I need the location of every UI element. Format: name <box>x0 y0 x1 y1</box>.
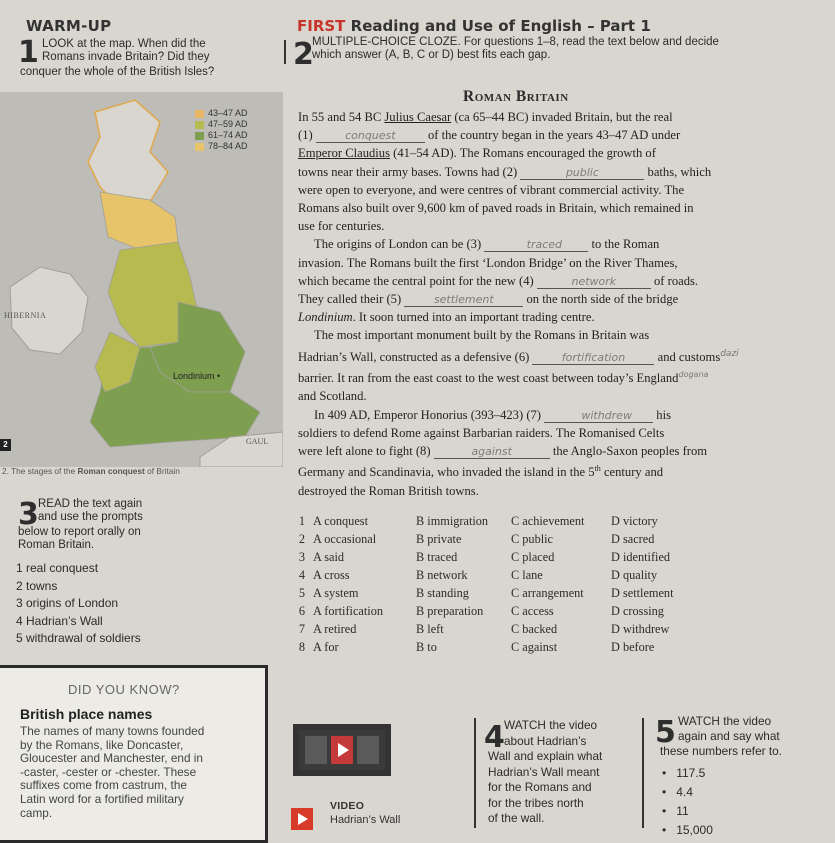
passage-text: and customs <box>654 349 721 364</box>
passage-text: the Anglo-Saxon peoples from <box>549 444 708 459</box>
prompt-item: 5 withdrawal of soldiers <box>16 631 141 645</box>
map-caption <box>2 466 180 476</box>
first-badge: FIRST <box>297 17 346 35</box>
answer-option-d[interactable]: D quality <box>611 568 658 582</box>
answer-number: 8 <box>298 640 305 654</box>
passage-text: were left alone to fight (8) <box>298 444 434 459</box>
answer-option-a[interactable]: A conquest <box>313 514 368 528</box>
answer-option-d[interactable]: D settlement <box>611 586 674 600</box>
answer-option-c[interactable]: C public <box>511 532 554 546</box>
answer-option-c[interactable]: C against <box>511 640 558 654</box>
number-item: • 15,000 <box>662 821 713 840</box>
passage-text: of the country began in the years 43–47 AD under <box>424 128 681 143</box>
ex4-line: of the wall. <box>488 811 545 825</box>
answer-option-c[interactable]: C backed <box>511 622 558 636</box>
legend-swatch-1 <box>195 110 204 118</box>
did-you-know-title: DID YOU KNOW? <box>68 682 180 697</box>
did-you-know-body <box>20 725 204 820</box>
body-line: -caster, -cester or -chester. These <box>20 764 197 779</box>
exercise3-line4: Roman Britain. <box>18 539 95 551</box>
answer-option-a[interactable]: A fortification <box>313 604 384 618</box>
map-caption-bold: Roman conquest <box>77 466 145 476</box>
answer-option-b[interactable]: B to <box>416 640 437 654</box>
exercise1-line1: LOOK at the map. When did the <box>42 38 206 50</box>
answer-number: 6 <box>298 604 305 618</box>
ex5-line: these numbers refer to. <box>660 744 782 758</box>
passage-text: on the north side of the bridge <box>523 292 679 307</box>
exercise3-line1: READ the text again <box>38 498 143 510</box>
answer-option-b[interactable]: B standing <box>416 586 469 600</box>
legend-item-3 <box>195 130 248 141</box>
body-line: The names of many towns founded <box>20 724 205 738</box>
ex4-line: for the tribes north <box>488 795 584 810</box>
passage-line <box>298 308 768 326</box>
body-line: camp. <box>20 805 53 820</box>
video-film-icon <box>299 730 385 770</box>
reading-passage <box>298 108 768 500</box>
exercise5-divider <box>642 718 644 828</box>
legend-label-2: 47–59 AD <box>208 119 248 129</box>
answer-row-3 <box>283 548 803 566</box>
answer-option-c[interactable]: C placed <box>511 550 555 564</box>
passage-line: use for centuries. <box>298 219 385 234</box>
gap-4[interactable]: network <box>537 276 651 289</box>
passage-text: In 55 and 54 BC <box>298 110 385 124</box>
passage-line: and Scotland. <box>298 389 367 404</box>
passage-line: invasion. The Romans built the first ‘London Bridge’ on the River Thames, <box>298 255 678 270</box>
exercise2-number <box>284 37 314 72</box>
passage-line: Romans also built over 9,600 km of paved roads in Britain, which remained in <box>298 201 694 216</box>
number-item: • 11 <box>662 802 713 821</box>
passage-caesar: Julius Caesar <box>384 110 452 124</box>
answer-option-a[interactable]: A retired <box>313 622 357 636</box>
passage-text: The origins of London can be (3) <box>314 237 485 252</box>
answer-number: 2 <box>298 532 305 546</box>
passage-line: The most important monument built by the Romans in Britain was <box>314 328 650 343</box>
answer-number: 7 <box>298 622 305 636</box>
play-triangle-icon <box>291 808 313 830</box>
body-line: Latin word for a fortified military <box>20 791 184 806</box>
passage-text: his <box>653 407 672 422</box>
ex4-line: Wall and explain what <box>488 749 603 763</box>
prompt-item: 2 towns <box>16 578 58 593</box>
video-label: VIDEO <box>330 800 365 812</box>
ex5-line: WATCH the video <box>678 714 772 728</box>
did-you-know-panel <box>0 665 268 843</box>
passage-line <box>298 442 768 460</box>
passage-text: (ca 65–44 BC) invaded Britain, but the real <box>451 110 673 124</box>
exercise4-number: 4 <box>484 720 505 755</box>
answer-option-c[interactable]: C achievement <box>511 514 585 528</box>
answer-row-7 <box>283 620 803 638</box>
gap-1[interactable]: conquest <box>316 130 425 143</box>
passage-line <box>298 144 768 162</box>
legend-swatch-2 <box>195 121 204 129</box>
answer-option-a[interactable]: A for <box>313 640 339 654</box>
exercise2-instructions <box>312 36 719 62</box>
answer-row-4 <box>283 566 803 584</box>
exercise3-line3: below to report orally on <box>18 526 141 538</box>
passage-text: (1) <box>298 128 316 143</box>
passage-text: which became the central point for the new (4) <box>298 273 537 288</box>
answer-number: 4 <box>298 568 305 582</box>
warmup-title: WARM-UP <box>26 17 112 35</box>
exercise2-number-text: 2 <box>293 37 314 72</box>
exercise1-instructions <box>42 38 209 64</box>
map-label-londinium: Londinium • <box>173 371 221 381</box>
answer-option-b[interactable]: B traced <box>416 550 458 564</box>
body-line: suffixes come from castrum, the <box>20 778 187 793</box>
answer-number: 3 <box>298 550 305 564</box>
answer-option-d[interactable]: D crossing <box>611 604 664 618</box>
section-title <box>297 17 651 35</box>
passage-text: to the Roman <box>588 237 660 252</box>
answer-option-c[interactable]: C lane <box>511 568 543 582</box>
legend-label-1: 43–47 AD <box>208 108 248 118</box>
passage-text: century and <box>600 465 664 480</box>
exercise3-number: 3 <box>18 497 39 532</box>
prompt-item: 3 origins of London <box>16 596 119 610</box>
legend-item-1 <box>195 108 248 119</box>
ex4-line: about Hadrian’s <box>504 733 587 748</box>
exercise3-prompts <box>16 560 141 648</box>
passage-text: In 409 AD, Emperor Honorius (393–423) (7) <box>314 407 545 422</box>
passage-line <box>298 290 768 308</box>
passage-londinium: Londinium <box>298 310 353 325</box>
map-label-hibernia: HIBERNIA <box>4 311 47 320</box>
gap-3[interactable]: traced <box>484 239 588 252</box>
body-line: by the Romans, like Doncaster, <box>20 737 184 752</box>
video-thumbnail[interactable] <box>293 724 391 776</box>
passage-title: Roman Britain <box>463 88 569 105</box>
answer-row-6 <box>283 602 803 620</box>
gap-7[interactable]: withdrew <box>544 410 653 423</box>
gap-2[interactable]: public <box>520 167 644 180</box>
answer-number: 1 <box>298 514 305 528</box>
passage-claudius: Emperor Claudius <box>298 146 390 161</box>
passage-text: Hadrian’s Wall, constructed as a defensive (6) <box>298 349 533 364</box>
passage-line <box>298 366 768 387</box>
map-caption-prefix: 2. The stages of the <box>2 466 78 476</box>
answer-option-a[interactable]: A cross <box>313 568 350 582</box>
exercise2-line1: MULTIPLE-CHOICE CLOZE. For questions 1–8, read the text below and decide <box>312 36 719 48</box>
passage-text: . It soon turned into an important trading centre. <box>352 310 595 325</box>
section-subtitle: Reading and Use of English – Part 1 <box>345 17 651 35</box>
legend-label-3: 61–74 AD <box>208 130 248 140</box>
exercise5-instructions <box>660 714 782 759</box>
gap-5[interactable]: settlement <box>404 294 523 307</box>
passage-text: baths, which <box>644 164 712 179</box>
figure-number-badge: 2 <box>0 439 11 451</box>
exercise5-number: 5 <box>655 715 676 750</box>
ex5-line: again and say what <box>678 729 780 743</box>
passage-text: towns near their army bases. Towns had (2) <box>298 164 521 179</box>
passage-line <box>298 345 768 366</box>
passage-line <box>298 235 768 253</box>
video-title: Hadrian’s Wall <box>330 814 401 826</box>
body-line: Gloucester and Manchester, end in <box>20 751 203 766</box>
passage-line <box>298 126 768 144</box>
answer-grid <box>283 512 803 656</box>
gap-6[interactable]: fortification <box>532 352 654 365</box>
passage-text: They called their (5) <box>298 292 405 307</box>
gap-8[interactable]: against <box>434 446 550 459</box>
ex4-line: Hadrian’s Wall meant <box>488 764 600 779</box>
answer-option-d[interactable]: D sacred <box>611 532 655 546</box>
answer-option-d[interactable]: D victory <box>611 514 658 528</box>
exercise1-line2: Romans invade Britain? Did they <box>42 51 210 63</box>
number-item: • 117.5 <box>662 764 713 783</box>
map-figure <box>0 92 283 467</box>
map-legend <box>195 108 248 152</box>
answer-option-d[interactable]: D before <box>611 640 655 654</box>
answer-option-a[interactable]: A occasional <box>313 532 377 546</box>
exercise4-divider <box>474 718 476 828</box>
passage-text: (41–54 AD). The Romans encouraged the growth of <box>390 146 656 161</box>
ex4-line: WATCH the video <box>504 718 598 732</box>
passage-line <box>298 163 768 181</box>
passage-text: of roads. <box>650 273 699 288</box>
exercise1-number: 1 <box>18 35 39 70</box>
passage-line: destroyed the Roman British towns. <box>298 483 479 498</box>
video-play-icon[interactable] <box>291 808 313 830</box>
passage-line <box>298 460 768 481</box>
map-label-gaul: GAUL <box>246 437 269 446</box>
answer-option-c[interactable]: C access <box>511 604 554 618</box>
passage-line <box>298 406 768 424</box>
answer-number: 5 <box>298 586 305 600</box>
handwritten-note-customs: dazi <box>720 348 739 359</box>
answer-option-d[interactable]: D identified <box>611 550 671 564</box>
exercise2-bar <box>284 40 286 64</box>
answer-option-a[interactable]: A system <box>313 586 359 600</box>
legend-label-4: 78–84 AD <box>208 141 248 151</box>
exercise3-line2: and use the prompts <box>38 511 143 523</box>
answer-option-b[interactable]: B network <box>416 568 468 582</box>
passage-text: barrier. It ran from the east coast to the west coast between today’s England <box>298 371 679 386</box>
prompt-item: 1 real conquest <box>16 561 99 575</box>
exercise5-numbers <box>662 764 713 840</box>
passage-line <box>298 272 768 290</box>
did-you-know-heading: British place names <box>20 706 153 722</box>
answer-option-c[interactable]: C arrangement <box>511 586 584 600</box>
passage-sup: th <box>594 464 601 474</box>
answer-option-a[interactable]: A said <box>313 550 345 564</box>
exercise4-instructions <box>488 718 602 827</box>
answer-option-b[interactable]: B immigration <box>416 514 489 528</box>
map-caption-suffix: of Britain <box>144 466 180 476</box>
answer-row-2 <box>283 530 803 548</box>
passage-line: soldiers to defend Rome against Barbarian raiders. The Romanised Celts <box>298 425 665 440</box>
exercise2-line2: which answer (A, B, C or D) best fits each gap. <box>312 49 551 61</box>
answer-option-b[interactable]: B left <box>416 622 444 636</box>
exercise1-line3: conquer the whole of the British Isles? <box>20 66 215 78</box>
legend-swatch-3 <box>195 132 204 140</box>
answer-option-b[interactable]: B preparation <box>416 604 484 618</box>
legend-swatch-4 <box>195 143 204 151</box>
answer-option-b[interactable]: B private <box>416 532 462 546</box>
exercise3-instructions <box>38 498 143 524</box>
passage-line <box>298 108 768 126</box>
answer-row-8 <box>283 638 803 656</box>
passage-line: were open to everyone, and were centres of vibrant commercial activity. The <box>298 182 685 197</box>
legend-item-2 <box>195 119 248 130</box>
answer-option-d[interactable]: D withdrew <box>611 622 670 636</box>
answer-row-1 <box>283 512 803 530</box>
prompt-item: 4 Hadrian’s Wall <box>16 613 103 628</box>
number-item: • 4.4 <box>662 783 713 802</box>
answer-row-5 <box>283 584 803 602</box>
exercise3-instructions-cont <box>18 526 141 552</box>
ex4-line: for the Romans and <box>488 780 592 794</box>
handwritten-note-barrier: dogana <box>678 370 709 380</box>
passage-text: Germany and Scandinavia, who invaded the island in the 5 <box>298 465 595 480</box>
legend-item-4 <box>195 141 248 152</box>
